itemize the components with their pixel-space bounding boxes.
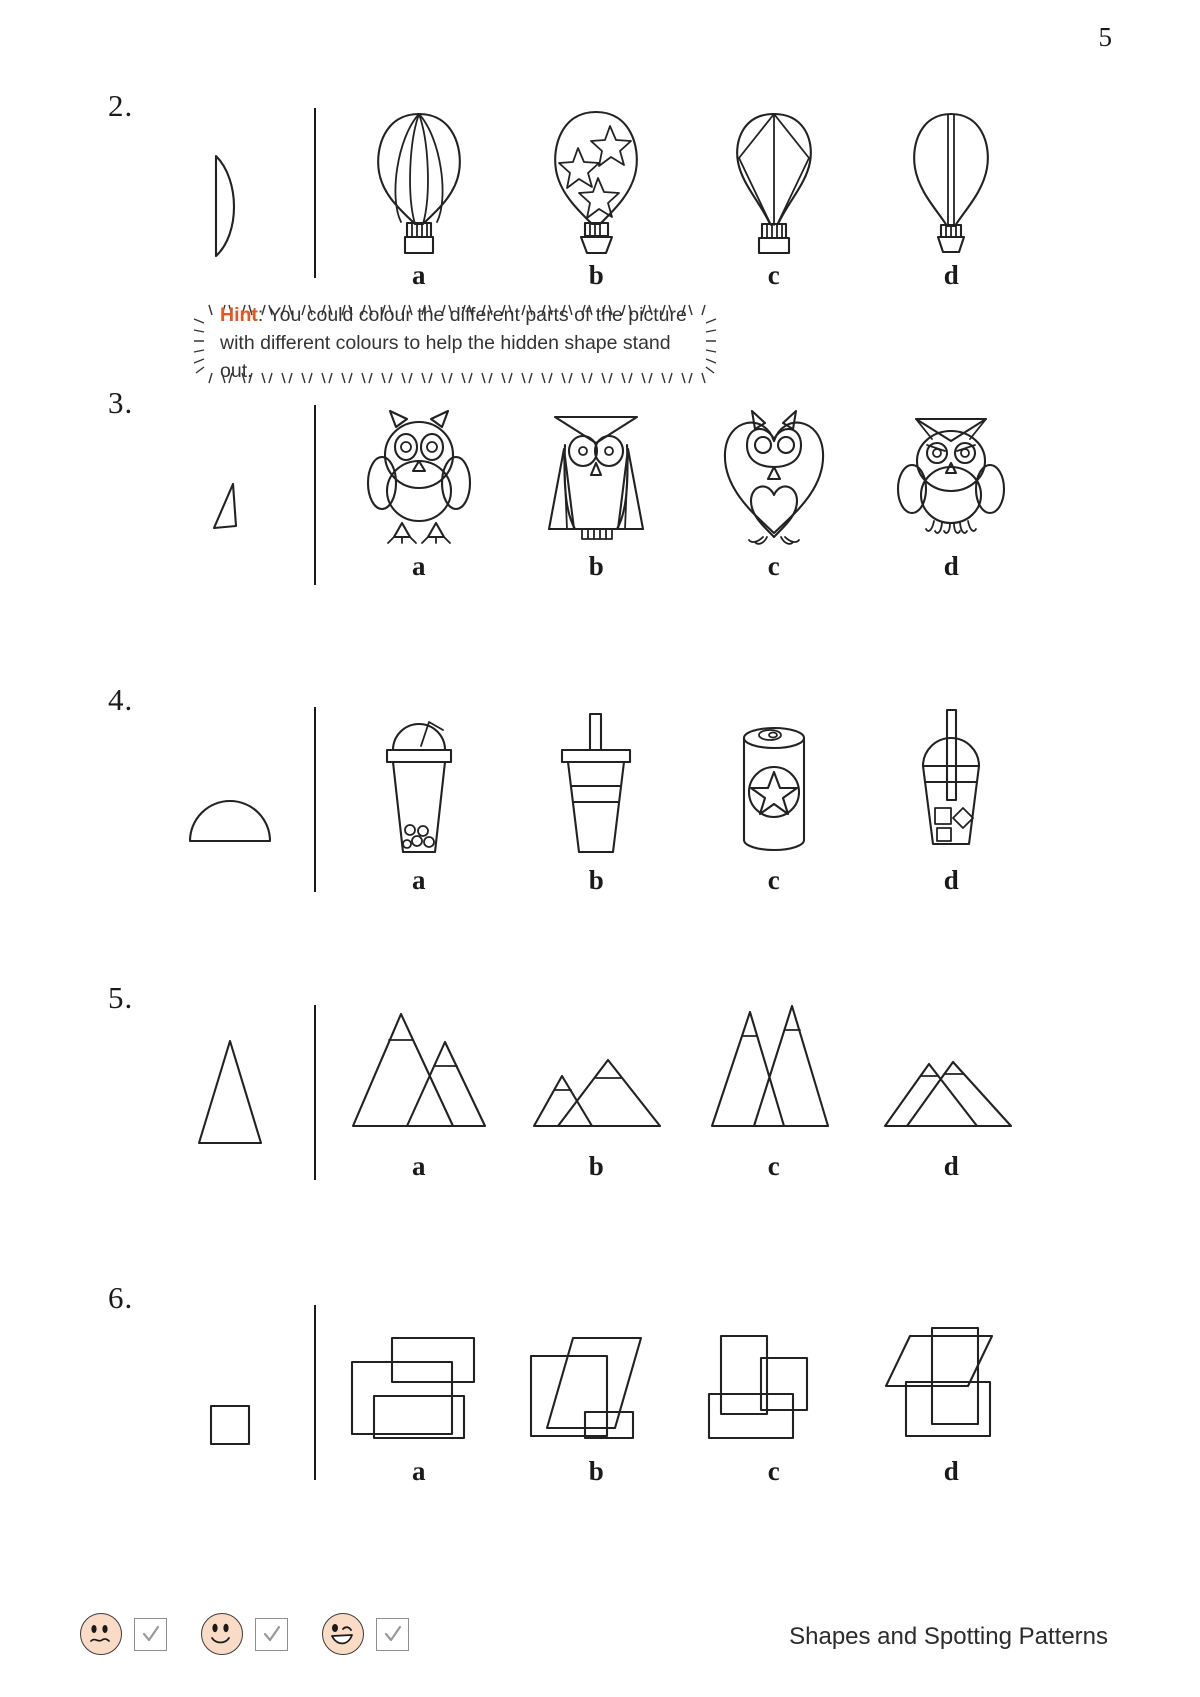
question-6-option-c[interactable] (685, 1320, 863, 1487)
question-4-option-b[interactable] (508, 704, 686, 896)
question-2-number: 2. (108, 88, 134, 123)
question-3-option-c[interactable] (685, 405, 863, 582)
question-2-option-b[interactable] (508, 106, 686, 291)
self-assessment-row (80, 1613, 409, 1655)
question-4-option-d[interactable] (863, 704, 1041, 896)
question-2-divider (314, 108, 316, 278)
check-icon (261, 1623, 283, 1645)
option-label: d (943, 1456, 959, 1486)
hint-box (190, 303, 720, 385)
rating-group-2[interactable] (201, 1613, 288, 1655)
question-6-option-b[interactable] (508, 1320, 686, 1487)
option-label: a (412, 551, 426, 581)
check-icon (140, 1623, 162, 1645)
question-3-option-b[interactable] (508, 405, 686, 582)
question-5-target-shape (160, 1010, 300, 1180)
footer (0, 1577, 1200, 1697)
option-label: d (943, 865, 959, 895)
option-label: d (943, 551, 959, 581)
option-label: d (943, 1151, 959, 1181)
option-label: a (412, 1456, 426, 1486)
rating-checkbox-1[interactable] (134, 1618, 167, 1651)
page-number: 5 (1098, 22, 1112, 52)
option-label: b (588, 1151, 604, 1181)
question-3-number: 3. (108, 385, 134, 420)
option-label: d (943, 260, 959, 290)
rating-checkbox-2[interactable] (255, 1618, 288, 1651)
question-3 (0, 385, 1200, 595)
question-6 (0, 1280, 1200, 1490)
question-5-option-b[interactable] (508, 1000, 686, 1182)
question-3-option-a[interactable] (330, 405, 508, 582)
question-6-target-shape (160, 1335, 300, 1505)
hint-separator: : (257, 304, 264, 327)
question-3-options (330, 405, 1040, 582)
question-6-divider (314, 1305, 316, 1480)
question-2-option-c[interactable] (685, 106, 863, 291)
question-6-option-d[interactable] (863, 1320, 1041, 1487)
hint-body: You could colour the different parts of the picture with different colours to help the hidden shape stand out. (220, 304, 687, 382)
question-3-divider (314, 405, 316, 585)
option-label: a (412, 865, 426, 895)
question-5-number: 5. (108, 980, 134, 1015)
option-label: b (588, 1456, 604, 1486)
check-icon (382, 1623, 404, 1645)
option-label: a (412, 260, 426, 290)
question-5-option-a[interactable] (330, 1000, 508, 1182)
question-2 (0, 88, 1200, 288)
option-label: c (767, 551, 780, 581)
question-2-option-a[interactable] (330, 106, 508, 291)
question-5-option-c[interactable] (685, 1000, 863, 1182)
question-4-option-a[interactable] (330, 704, 508, 896)
question-4-option-c[interactable] (685, 704, 863, 896)
question-6-options (330, 1320, 1040, 1487)
question-5 (0, 980, 1200, 1190)
option-label: a (412, 1151, 426, 1181)
question-6-number: 6. (108, 1280, 134, 1315)
neutral-smile-face-icon (201, 1613, 243, 1655)
question-5-option-d[interactable] (863, 1000, 1041, 1182)
happy-wink-face-icon (322, 1613, 364, 1655)
hint-label: Hint (220, 304, 258, 327)
option-label: c (767, 1151, 780, 1181)
option-label: c (767, 1456, 780, 1486)
option-label: c (767, 260, 780, 290)
sad-face-icon (80, 1613, 122, 1655)
option-label: b (588, 551, 604, 581)
option-label: b (588, 260, 604, 290)
question-5-options (330, 1000, 1040, 1182)
rating-group-1[interactable] (80, 1613, 167, 1655)
question-2-options (330, 106, 1040, 291)
option-label: b (588, 865, 604, 895)
hint-text (220, 302, 698, 385)
question-3-target-shape (160, 425, 300, 595)
question-3-option-d[interactable] (863, 405, 1041, 582)
question-4-options (330, 704, 1040, 896)
question-2-option-d[interactable] (863, 106, 1041, 291)
footer-title: Shapes and Spotting Patterns (789, 1623, 1108, 1650)
question-4-divider (314, 707, 316, 892)
question-4-number: 4. (108, 682, 134, 717)
question-4 (0, 682, 1200, 902)
rating-group-3[interactable] (322, 1613, 409, 1655)
option-label: c (767, 865, 780, 895)
rating-checkbox-3[interactable] (376, 1618, 409, 1651)
question-6-option-a[interactable] (330, 1320, 508, 1487)
question-4-target-shape (160, 737, 300, 907)
question-5-divider (314, 1005, 316, 1180)
question-2-target-shape (160, 118, 300, 288)
